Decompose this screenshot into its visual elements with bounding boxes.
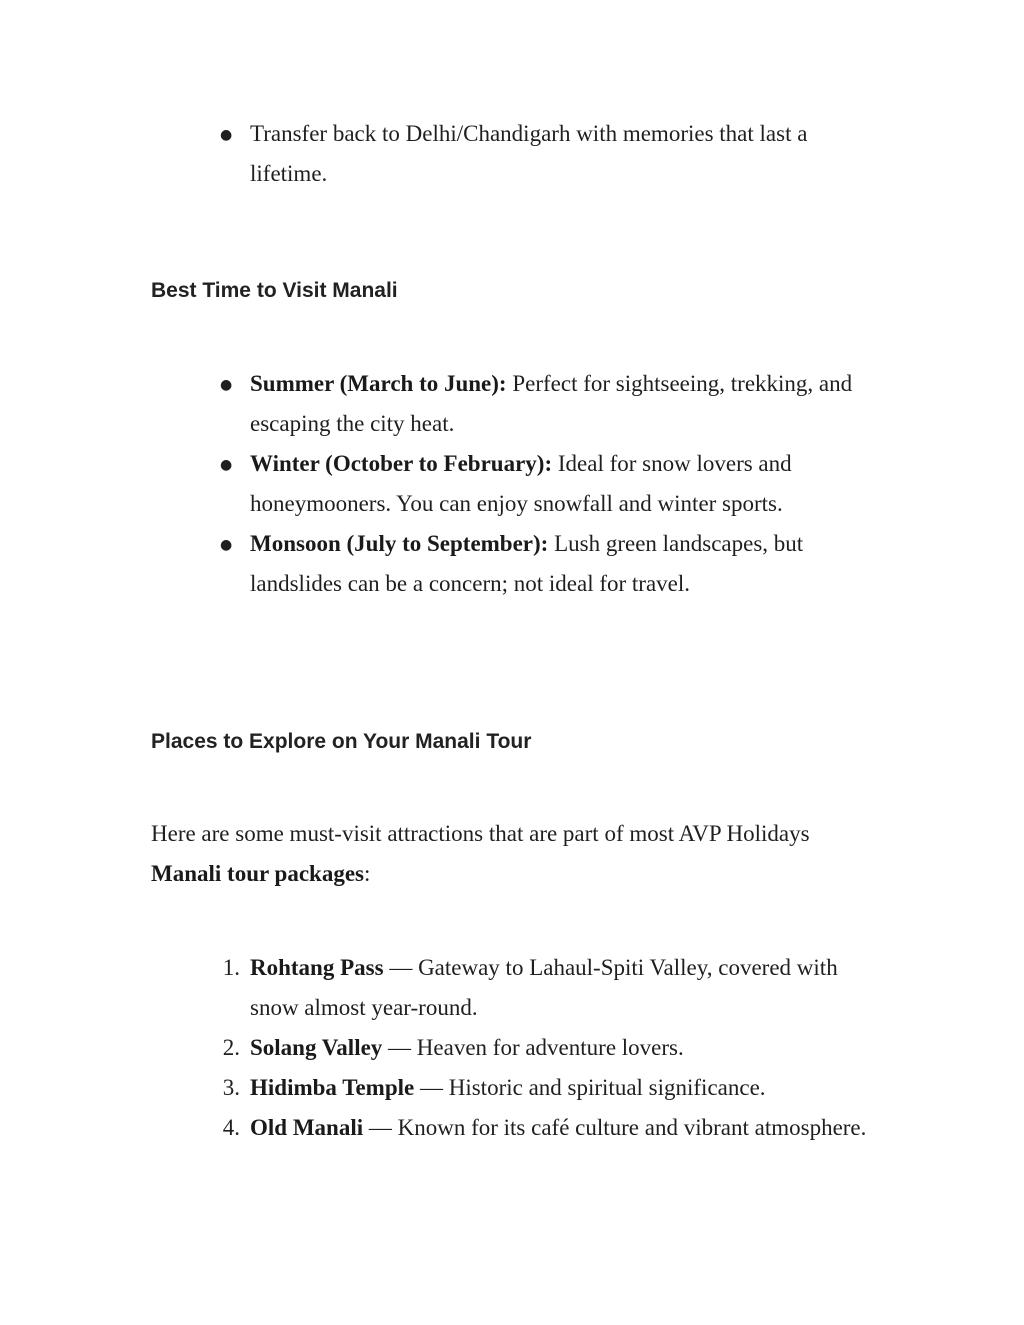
list-number: 3.	[222, 1075, 240, 1100]
intro-bullet-list	[0, 114, 1024, 194]
place-name: Solang Valley	[250, 1035, 383, 1060]
list-number: 2.	[222, 1035, 240, 1060]
places-list	[0, 948, 1024, 1148]
place-name: Rohtang Pass	[250, 955, 384, 980]
list-item	[0, 1068, 870, 1108]
intro-link-text: Manali tour packages	[151, 861, 364, 886]
season-label: Summer (March to June):	[250, 371, 507, 396]
place-description: — Historic and spiritual significance.	[414, 1075, 766, 1100]
season-description: Ideal for snow lovers and honeymooners. You can enjoy snowfall and winter sports.	[250, 451, 792, 516]
intro-text: Here are some must-visit attractions that are part of most AVP Holidays	[151, 821, 810, 846]
place-description: — Known for its café culture and vibrant atmosphere.	[363, 1115, 867, 1140]
bullet-icon: ●	[220, 377, 233, 393]
place-description: — Gateway to Lahaul-Spiti Valley, covered with snow almost year-round.	[250, 955, 838, 1020]
list-number: 1.	[222, 955, 240, 980]
season-description: Perfect for sightseeing, trekking, and escaping the city heat.	[250, 371, 853, 436]
season-label: Winter (October to February):	[250, 451, 553, 476]
intro-punctuation: :	[363, 861, 371, 886]
places-intro-paragraph	[151, 814, 811, 894]
list-item	[0, 364, 870, 444]
list-item	[0, 948, 870, 1028]
best-time-list	[0, 364, 1024, 604]
list-item	[0, 444, 870, 524]
list-item	[0, 1028, 870, 1068]
list-number: 4.	[222, 1115, 240, 1140]
place-name: Hidimba Temple	[250, 1075, 415, 1100]
list-item-text: Transfer back to Delhi/Chandigarh with memories that last a lifetime.	[250, 121, 808, 186]
place-description: — Heaven for adventure lovers.	[382, 1035, 684, 1060]
bullet-icon: ●	[220, 127, 233, 143]
bullet-icon: ●	[220, 457, 233, 473]
list-item	[0, 1108, 870, 1148]
season-description: Lush green landscapes, but landslides can be a concern; not ideal for travel.	[250, 531, 804, 596]
season-label: Monsoon (July to September):	[250, 531, 549, 556]
list-item	[0, 114, 870, 194]
section-heading-best-time: Best Time to Visit Manali	[151, 279, 398, 302]
place-name: Old Manali	[250, 1115, 364, 1140]
list-item	[0, 524, 870, 604]
section-heading-places: Places to Explore on Your Manali Tour	[151, 730, 532, 753]
bullet-icon: ●	[220, 537, 233, 553]
